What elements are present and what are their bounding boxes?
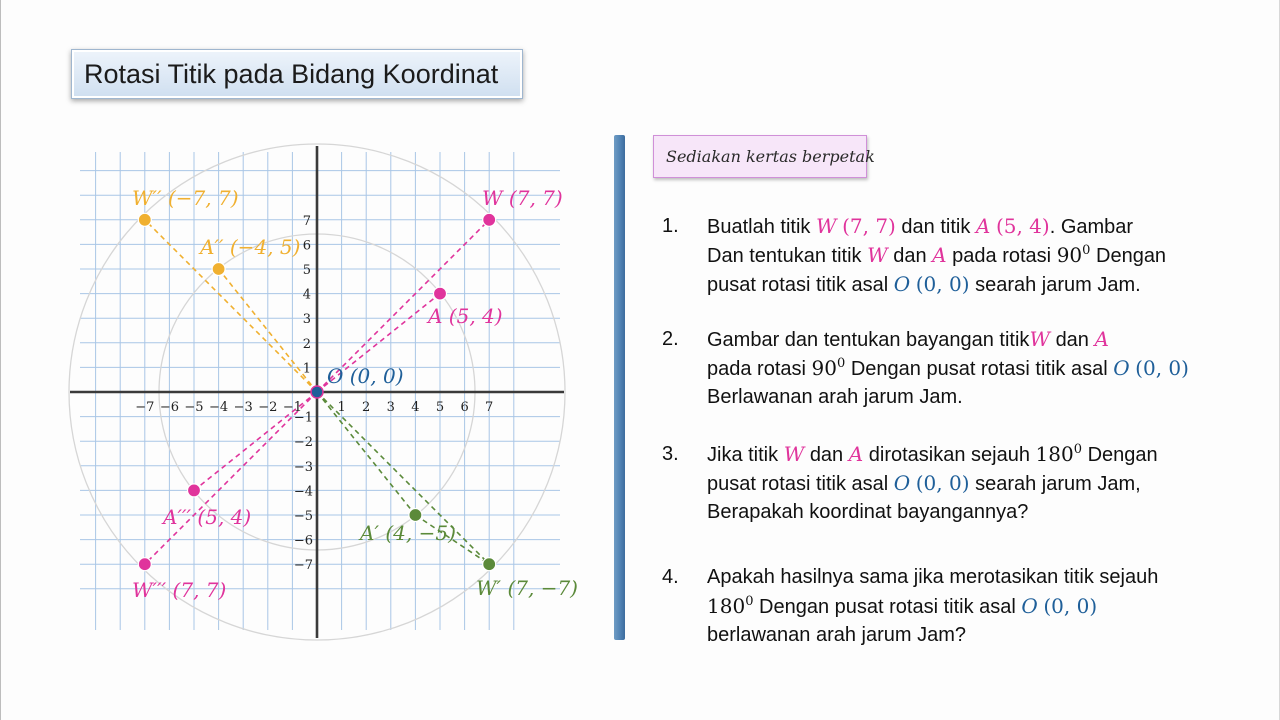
point-o: O: [893, 471, 911, 495]
text: dan: [1055, 329, 1089, 351]
coord-w: (7, 7): [842, 214, 896, 238]
text: Apakah hasilnya sama jika merotasikan titik sejauh: [707, 566, 1159, 588]
question-line: [707, 241, 1166, 273]
label-a2: A′′ (−4, 5): [200, 235, 301, 259]
text: searah jarum Jam.: [975, 274, 1141, 296]
y-tick-label: 3: [302, 312, 311, 328]
x-tick-label: 1: [337, 400, 346, 415]
point-a: A: [1094, 327, 1109, 351]
point-a: A: [848, 442, 864, 466]
label-a1: A′ (4, −5): [360, 521, 456, 545]
text: Gambar dan tentukan bayangan titik: [707, 329, 1030, 351]
point-o: O: [893, 272, 911, 296]
point-a1: [409, 509, 422, 522]
x-tick-label: 3: [386, 400, 395, 415]
point-a3: [188, 484, 201, 497]
text: searah jarum Jam,: [975, 473, 1141, 495]
point-a: A: [975, 214, 991, 238]
text: pada rotasi: [952, 245, 1052, 267]
y-tick-label: 2: [302, 336, 311, 352]
question-line: [707, 563, 1158, 592]
degree-sup: 0: [1082, 243, 1091, 258]
x-tick-label: 5: [435, 400, 445, 415]
x-tick-label: −5: [184, 400, 204, 415]
x-tick-label: −4: [209, 400, 229, 415]
degree-sup: 0: [1073, 442, 1083, 457]
x-tick-label: −7: [135, 400, 155, 415]
label-o: O (0, 0): [327, 364, 404, 388]
label-w3: W′′′ (7, 7): [132, 578, 227, 602]
question-number: 4.: [662, 566, 679, 588]
y-tick-label: −4: [293, 484, 313, 500]
x-tick-label: 6: [460, 400, 469, 415]
point-o: [311, 386, 323, 398]
note-box: [653, 135, 875, 178]
point-w: W: [815, 214, 837, 238]
label-a3: A′′′ (5, 4): [163, 505, 252, 529]
label-w1: W′ (7, −7): [476, 576, 578, 600]
label-a: A (5, 4): [428, 304, 503, 328]
text: pusat rotasi titik asal: [707, 274, 889, 296]
angle: 180: [707, 594, 746, 618]
x-tick-label: 4: [411, 400, 420, 415]
text: dan: [809, 444, 844, 466]
text: dan: [893, 245, 927, 267]
point-w: W: [867, 243, 888, 267]
point-o: O: [1021, 594, 1038, 618]
text: Dengan pusat rotasi titik asal: [759, 596, 1016, 618]
text: Dengan pusat rotasi titik asal: [850, 358, 1108, 380]
segment-w3: [145, 392, 317, 564]
coordinate-plane: [0, 0, 600, 650]
question-line: [707, 621, 966, 650]
text: dirotasikan sejauh: [868, 444, 1030, 466]
y-tick-label: −7: [293, 558, 313, 574]
x-tick-label: −3: [233, 400, 253, 415]
text: berlawanan arah jarum Jam?: [707, 624, 967, 646]
text: Jika titik: [707, 444, 779, 466]
point-w1: [483, 558, 496, 571]
point-w3: [138, 558, 151, 571]
point-a: [434, 287, 447, 300]
label-w2: W′′ (−7, 7): [132, 186, 239, 210]
point-a: A: [932, 243, 947, 267]
coord-o: (0, 0): [915, 272, 970, 296]
angle: 180: [1035, 442, 1074, 466]
question-number: 3.: [662, 443, 679, 465]
page-title: Rotasi Titik pada Bidang Koordinat: [84, 58, 499, 89]
y-tick-label: −3: [293, 459, 313, 475]
question-line: [707, 354, 1189, 386]
text: Berlawanan arah jarum Jam.: [707, 386, 963, 408]
text: Dan tentukan titik: [707, 245, 862, 267]
text: Berapakah koordinat bayangannya?: [707, 501, 1029, 523]
question-line: [707, 270, 1141, 300]
question-line: [707, 469, 1141, 499]
coord-o: (0, 0): [1043, 594, 1098, 618]
coord-o: (0, 0): [1135, 356, 1189, 380]
vertical-divider: [614, 135, 625, 640]
text: dan titik: [901, 216, 971, 238]
note-text: Sediakan kertas berpetak: [666, 147, 875, 166]
coord-o: (0, 0): [915, 471, 970, 495]
point-a2: [212, 263, 225, 276]
coord-a: (5, 4): [995, 214, 1050, 238]
point-o: O: [1113, 356, 1130, 380]
label-w: W (7, 7): [482, 186, 563, 210]
point-w: W: [783, 442, 805, 466]
y-tick-label: −1: [293, 410, 313, 426]
y-tick-label: 6: [302, 238, 311, 254]
y-tick-label: −5: [293, 509, 313, 524]
text: pusat rotasi titik asal: [707, 473, 889, 495]
question-number: 2.: [662, 328, 679, 350]
y-tick-label: 7: [302, 213, 311, 229]
y-tick-label: −6: [293, 533, 313, 549]
point-w: W: [1029, 327, 1050, 351]
question-line: [707, 592, 1097, 624]
x-tick-label: −2: [258, 400, 278, 415]
x-tick-label: −6: [159, 400, 179, 415]
x-tick-label: 2: [362, 400, 371, 415]
degree-sup: 0: [836, 356, 846, 371]
text: Dengan: [1087, 444, 1158, 466]
question-line: [707, 440, 1158, 472]
question-line: [707, 325, 1109, 355]
question-number: 1.: [662, 215, 679, 237]
degree-sup: 0: [745, 594, 754, 609]
angle: 90: [1056, 243, 1083, 267]
y-tick-label: 5: [302, 263, 311, 278]
question-line: [707, 383, 963, 412]
point-w2: [138, 213, 151, 226]
text: . Gambar: [1049, 216, 1134, 238]
x-tick-label: 7: [485, 400, 494, 415]
question-line: [707, 212, 1133, 242]
text: pada rotasi: [707, 358, 806, 380]
y-tick-label: −2: [293, 435, 313, 451]
text: Dengan: [1096, 245, 1167, 267]
y-tick-label: 1: [302, 361, 311, 377]
angle: 90: [811, 356, 837, 380]
text: Buatlah titik: [707, 216, 811, 238]
point-w: [483, 213, 496, 226]
x-tick-label: −1: [282, 400, 302, 415]
question-line: [707, 498, 1028, 527]
y-tick-label: 4: [302, 287, 311, 303]
